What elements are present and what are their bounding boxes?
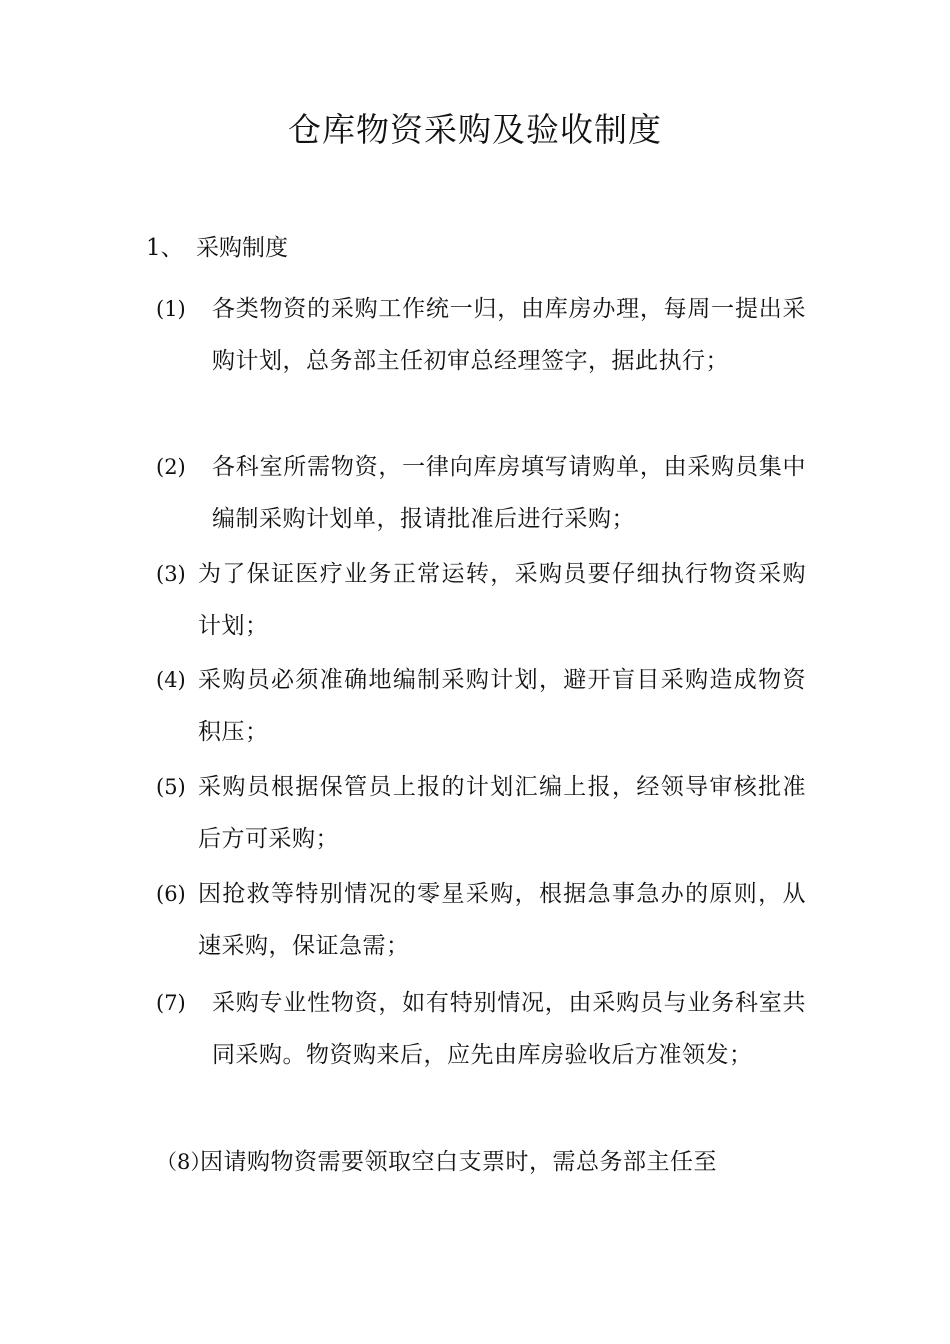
list-item	[156, 283, 806, 387]
item-marker: (5)	[156, 775, 186, 799]
item-text: 为了保证医疗业务正常运转，采购员要仔细执行物资采购计划；	[198, 561, 806, 639]
item-marker: (3)	[156, 562, 186, 586]
item-text: 因请购物资需要领取空白支票时，需总务部主任至	[200, 1149, 717, 1175]
item-text: 因抢救等特别情况的零星采购，根据急事急办的原则，从速采购，保证急需；	[198, 881, 806, 959]
item-marker: （8）	[156, 1150, 212, 1174]
item-marker: (6)	[156, 882, 186, 906]
section-heading	[146, 232, 288, 264]
list-item	[156, 548, 806, 652]
item-marker: (1)	[156, 297, 186, 321]
item-text: 采购专业性物资，如有特别情况，由采购员与业务科室共同采购。物资购来后，应先由库房验收后方准领发；	[212, 990, 806, 1068]
section-number: 1、	[146, 235, 184, 261]
page-title: 仓库物资采购及验收制度	[288, 110, 662, 149]
item-marker: (4)	[156, 668, 186, 692]
list-item	[156, 761, 806, 865]
list-item	[156, 977, 806, 1081]
section-title: 采购制度	[196, 235, 288, 261]
item-marker: (7)	[156, 991, 186, 1015]
item-text: 各科室所需物资，一律向库房填写请购单，由采购员集中编制采购计划单，报请批准后进行采购；	[212, 454, 806, 532]
list-item	[156, 868, 806, 972]
item-marker: (2)	[156, 455, 186, 479]
item-text: 采购员必须准确地编制采购计划，避开盲目采购造成物资积压；	[198, 667, 806, 745]
list-item	[156, 441, 806, 545]
list-item	[156, 654, 806, 758]
item-text: 各类物资的采购工作统一归，由库房办理，每周一提出采购计划，总务部主任初审总经理签字，据此执行；	[212, 296, 806, 374]
list-item	[156, 1136, 806, 1188]
item-text: 采购员根据保管员上报的计划汇编上报，经领导审核批准后方可采购；	[198, 774, 806, 852]
